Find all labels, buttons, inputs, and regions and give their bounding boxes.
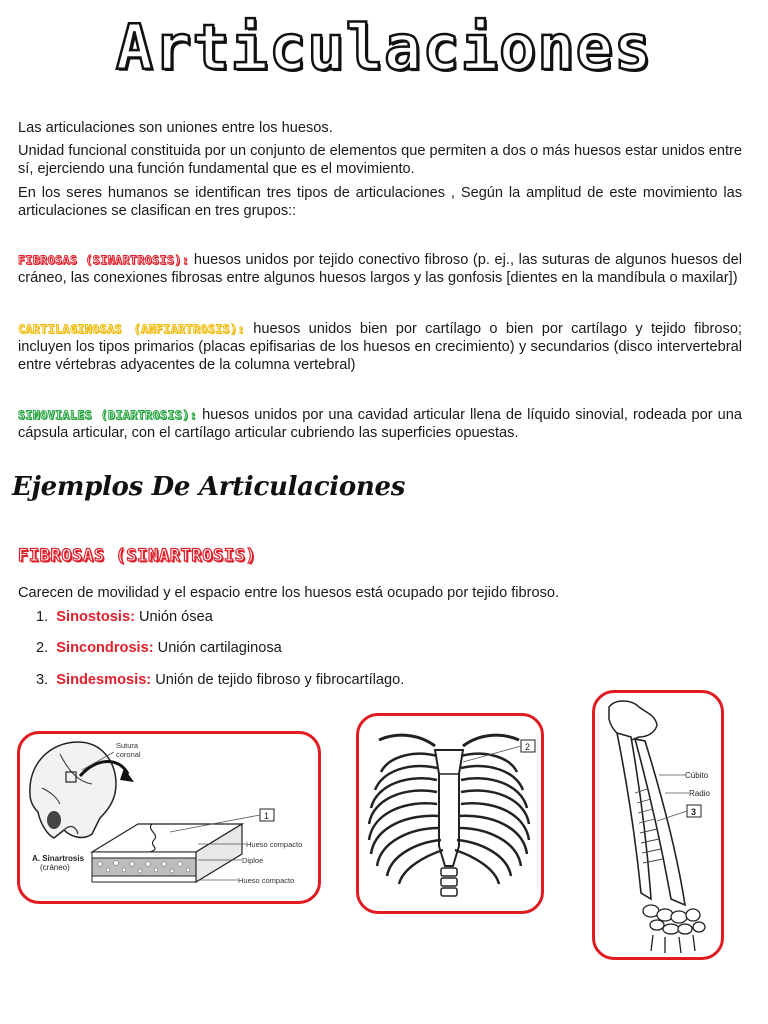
type-tag-sinoviales: SINOVIALES (DIARTROSIS): xyxy=(18,408,198,422)
label-coronal: coronal xyxy=(116,750,141,759)
list-term: Sincondrosis: xyxy=(56,640,154,656)
list-item xyxy=(36,609,213,625)
page-title: Articulaciones xyxy=(115,11,653,84)
list-term: Sindesmosis: xyxy=(56,672,152,688)
list-number: 2. xyxy=(36,640,49,656)
type-text-cartilaginosas: huesos unidos bien por cartílago o bien por cartílago y tejido fibroso; incluyen los tipos primarios (placas epifisarias de los huesos en crecimiento) y secundarios (disco intervertebral entre vértebras adyacentes de la columna vertebral) xyxy=(18,321,742,373)
intro-paragraph-1: Las articulaciones son uniones entre los huesos. xyxy=(18,120,333,136)
forearm-illustration xyxy=(595,693,721,957)
type-tag-fibrosas: FIBROSAS (SINARTROSIS): xyxy=(18,253,190,267)
label-cubito: Cúbito xyxy=(685,771,709,780)
label-diploe: Diploe xyxy=(242,856,264,865)
intro-paragraph-3: En los seres humanos se identifican tres tipos de articulaciones , Según la amplitud de este movimiento las articulaciones se clasifican en tres grupos:: xyxy=(18,185,742,219)
type-cartilaginosas xyxy=(18,320,742,374)
list-item xyxy=(36,640,282,656)
list-number: 3. xyxy=(36,672,49,688)
figure-sinartrosis xyxy=(17,731,321,904)
list-desc: Unión cartilaginosa xyxy=(153,640,282,656)
intro-paragraph-2: Unidad funcional constituida por un conjunto de elementos que permiten a dos o más huesos estar unidos entre sí, ejerciendo una función fundamental que es el movimiento. xyxy=(18,143,742,177)
fibrosas-description: Carecen de movilidad y el espacio entre los huesos está ocupado por tejido fibroso. xyxy=(18,585,560,601)
rib-cage-illustration xyxy=(359,716,541,911)
label-radio: Radio xyxy=(689,789,710,798)
label-sutura: Sutura xyxy=(116,741,139,750)
list-desc: Unión ósea xyxy=(134,609,213,625)
list-number: 1. xyxy=(36,609,49,625)
caption-craneo: (cráneo) xyxy=(40,863,70,872)
type-sinoviales xyxy=(18,406,742,442)
figure1-number-label: 1 xyxy=(264,811,270,821)
label-hueso-compacto-2: Hueso compacto xyxy=(238,876,295,885)
examples-heading: Ejemplos De Articulaciones xyxy=(12,472,406,502)
figure3-number-label: 3 xyxy=(691,807,697,817)
type-text-sinoviales: huesos unidos por una cavidad articular llena de líquido sinovial, rodeada por una cápsula articular, con el cartílago articular cubriendo las superficies opuestas. xyxy=(18,407,742,441)
type-fibrosas xyxy=(18,251,742,287)
figure-rib-cage xyxy=(356,713,544,914)
figure2-number-label: 2 xyxy=(525,742,531,752)
label-hueso-compacto-1: Hueso compacto xyxy=(246,840,303,849)
list-desc: Unión de tejido fibroso y fibrocartílago. xyxy=(151,672,405,688)
type-tag-cartilaginosas: CARTILAGINOSAS (ANFIARTROSIS): xyxy=(18,322,245,336)
list-term: Sinostosis: xyxy=(56,609,135,625)
caption-sinartrosis: A. Sinartrosis xyxy=(32,854,85,863)
list-item xyxy=(36,672,404,688)
fibrosas-heading: FIBROSAS (SINARTROSIS) xyxy=(18,546,257,566)
type-text-fibrosas: huesos unidos por tejido conectivo fibroso (p. ej., las suturas de algunos huesos del cráneo, las conexiones fibrosas entre algunos huesos largos y las gonfosis [dientes en la mandíbula o maxilar]) xyxy=(18,252,742,286)
sinartrosis-illustration xyxy=(20,734,318,901)
figure-forearm xyxy=(592,690,724,960)
